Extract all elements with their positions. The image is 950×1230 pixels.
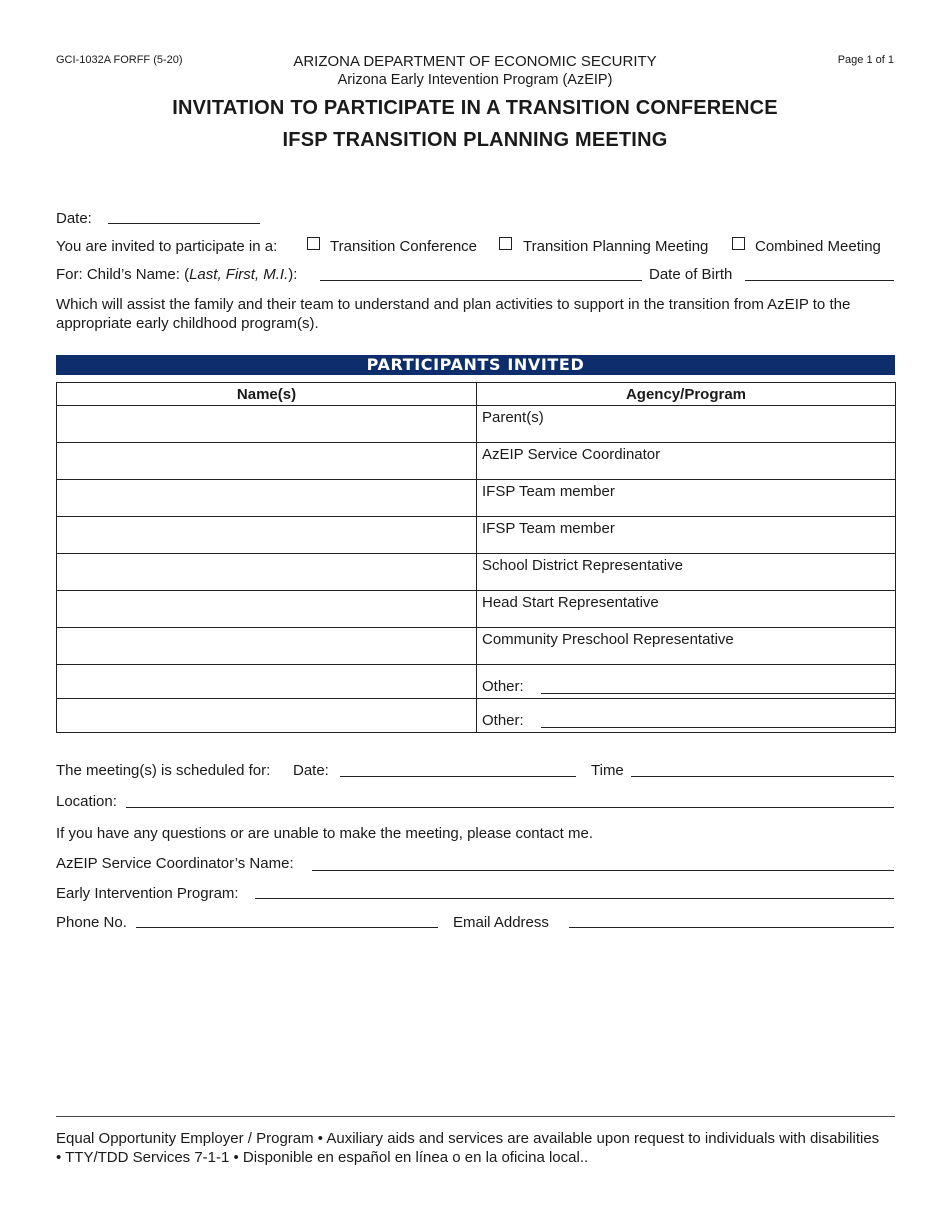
combined-meeting-label: Combined Meeting [755,238,881,255]
purpose-text: Which will assist the family and their team to understand and plan activities to support in the transition from AzEIP to the appropriate early childhood program(s). [56,296,851,332]
participant-name-cell[interactable] [57,443,477,480]
other-agency-field[interactable] [541,693,895,694]
footer-line-2: • TTY/TDD Services 7-1-1 • Disponible en español en línea o en la oficina local.. [56,1149,589,1166]
coordinator-name-label: AzEIP Service Coordinator’s Name: [56,855,294,872]
agency-cell: IFSP Team member [477,480,896,517]
phone-label: Phone No. [56,914,127,931]
participant-name-cell[interactable] [57,591,477,628]
transition-conference-checkbox[interactable] [307,237,320,250]
agency-column-header: Agency/Program [477,383,896,406]
agency-cell: School District Representative [477,554,896,591]
agency-cell: Head Start Representative [477,591,896,628]
participants-banner: PARTICIPANTS INVITED [56,355,895,375]
transition-conference-label: Transition Conference [330,238,478,255]
program-name: Arizona Early Intevention Program (AzEIP) [337,72,613,88]
date-field[interactable] [108,223,260,224]
location-field[interactable] [126,807,894,808]
table-row [57,443,896,480]
email-label: Email Address [453,914,549,931]
meeting-time-label: Time [591,762,624,779]
form-title: INVITATION TO PARTICIPATE IN A TRANSITION CONFERENCE [172,97,778,119]
location-label: Location: [56,793,117,810]
footer-line-1: Equal Opportunity Employer / Program • Auxiliary aids and services are available upon request to individuals with disabilities [56,1130,880,1147]
table-row [57,591,896,628]
participants-table [56,382,896,733]
table-row [57,628,896,665]
meeting-date-label: Date: [293,762,329,779]
coordinator-name-field[interactable] [312,870,894,871]
program-label: Early Intervention Program: [56,885,239,902]
scheduled-label: The meeting(s) is scheduled for: [56,762,271,779]
participant-name-cell[interactable] [57,406,477,443]
dob-label: Date of Birth [649,266,733,283]
agency-name: ARIZONA DEPARTMENT OF ECONOMIC SECURITY [293,53,657,70]
participant-name-cell[interactable] [57,517,477,554]
participant-name-cell[interactable] [57,628,477,665]
email-field[interactable] [569,927,894,928]
phone-field[interactable] [136,927,438,928]
participant-name-cell[interactable] [57,699,477,733]
table-row [57,517,896,554]
table-row [57,665,896,699]
other-label: Other: [482,712,524,729]
agency-cell: AzEIP Service Coordinator [477,443,896,480]
contact-text: If you have any questions or are unable to make the meeting, please contact me. [56,825,593,842]
table-row [57,480,896,517]
agency-cell: Parent(s) [477,406,896,443]
table-row [57,406,896,443]
other-label: Other: [482,678,524,695]
agency-cell: Community Preschool Representative [477,628,896,665]
combined-meeting-checkbox[interactable] [732,237,745,250]
participant-name-cell[interactable] [57,554,477,591]
invited-label: You are invited to participate in a: [56,238,278,255]
child-name-field[interactable] [320,280,642,281]
date-label: Date: [56,210,92,227]
participant-name-cell[interactable] [57,480,477,517]
table-row [57,699,896,733]
footer-notice [56,1129,906,1167]
transition-planning-meeting-checkbox[interactable] [499,237,512,250]
other-agency-cell [477,699,896,733]
meeting-time-field[interactable] [631,776,894,777]
meeting-date-field[interactable] [340,776,576,777]
form-subtitle: IFSP TRANSITION PLANNING MEETING [282,129,668,151]
transition-planning-meeting-label: Transition Planning Meeting [523,238,709,255]
page-number: Page 1 of 1 [837,54,894,66]
participant-name-cell[interactable] [57,665,477,699]
names-column-header: Name(s) [57,383,477,406]
program-field[interactable] [255,898,894,899]
dob-field[interactable] [745,280,894,281]
table-row [57,554,896,591]
footer-divider [56,1116,895,1117]
agency-cell: IFSP Team member [477,517,896,554]
child-name-label: For: Child’s Name: (Last, First, M.I.): [56,266,298,283]
other-agency-cell [477,665,896,699]
form-number: GCI-1032A FORFF (5-20) [56,54,183,66]
other-agency-field[interactable] [541,727,895,728]
